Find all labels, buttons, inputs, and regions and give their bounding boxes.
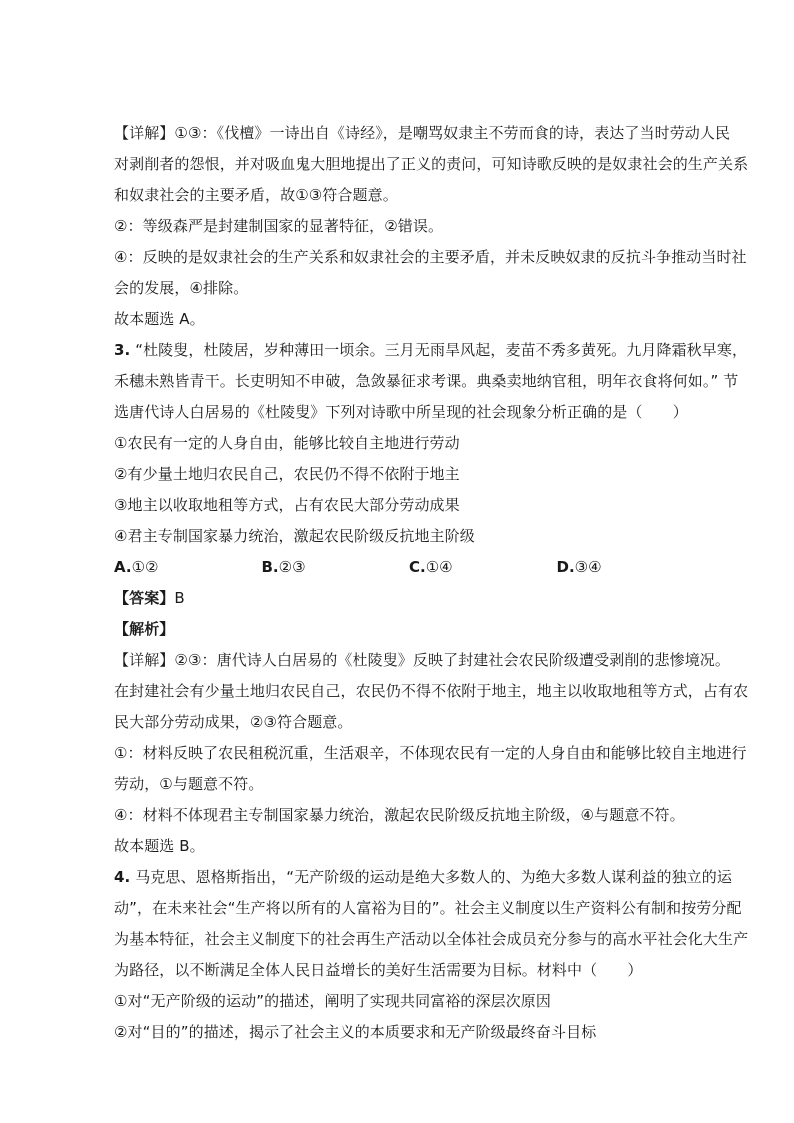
explanation-line: ④：反映的是奴隶社会的生产关系和奴隶社会的主要矛盾，并未反映奴隶的反抗斗争推动当时社: [114, 248, 747, 266]
explanation-line: ②：等级森严是封建制国家的显著特征，②错误。: [114, 217, 444, 235]
question-number: 3.: [114, 341, 131, 359]
question-3-choices: [114, 552, 704, 583]
question-3-stem-line: 禾穗未熟皆青干。长吏明知不申破，急敛暴征求考课。典桑卖地纳官租，明年衣食将何如。” 节: [114, 372, 739, 390]
question-3-statement: ④君主专制国家暴力统治，激起农民阶级反抗地主阶级: [114, 527, 475, 545]
explanation-line: 【详解】①③：《伐檀》一诗出自《诗经》，是嘲骂奴隶主不劳而食的诗，表达了当时劳动人民: [114, 124, 731, 142]
question-3-stem-line: 3. “杜陵叟，杜陵居，岁种薄田一顷余。三月无雨旱风起，麦苗不秀多黄死。九月降霜秋早寒，: [114, 341, 748, 359]
question-number: 4.: [114, 868, 131, 886]
explanation-line: 在封建社会有少量土地归农民自己，农民仍不得不依附于地主，地主以收取地租等方式，占有农: [114, 682, 749, 700]
explanation-line: 【详解】②③：唐代诗人白居易的《杜陵叟》反映了封建社会农民阶级遭受剥削的悲惨境况。: [114, 651, 730, 669]
page-content: [114, 118, 749, 1048]
explanation-line: ①：材料反映了农民租税沉重，生活艰辛，不体现农民有一定的人身自由和能够比较自主地进行: [114, 744, 747, 762]
conclusion-line: 故本题选 B。: [114, 837, 205, 855]
choice-b: B.②③: [261, 558, 306, 576]
question-3-stem-line: 选唐代诗人白居易的《杜陵叟》下列对诗歌中所呈现的社会现象分析正确的是（ ）: [114, 403, 688, 421]
question-3-statement: ③地主以收取地租等方式，占有农民大部分劳动成果: [114, 496, 460, 514]
explanation-line: 和奴隶社会的主要矛盾，故①③符合题意。: [114, 186, 398, 204]
question-4-stem-line: 为路径，以不断满足全体人民日益增长的美好生活需要为目标。材料中（ ）: [114, 961, 643, 979]
choice-d: D.③④: [556, 558, 602, 576]
explanation-line: 民大部分劳动成果，②③符合题意。: [114, 713, 353, 731]
question-4-statement: ①对“无产阶级的运动”的描述，阐明了实现共同富裕的深层次原因: [114, 992, 551, 1010]
explanation-line: 劳动，①与题意不符。: [114, 775, 264, 793]
answer-line: 【答案】B: [114, 589, 185, 607]
choice-c: C.①④: [409, 558, 453, 576]
question-4-stem-line: 动”，在未来社会“生产将以所有的人富裕为目的”。社会主义制度以生产资料公有制和按劳分配: [114, 899, 742, 917]
explanation-line: ④：材料不体现君主专制国家暴力统治，激起农民阶级反抗地主阶级，④与题意不符。: [114, 806, 685, 824]
analysis-heading: 【解析】: [114, 620, 175, 638]
choice-a: A.①②: [114, 558, 159, 576]
question-3-statement: ①农民有一定的人身自由，能够比较自主地进行劳动: [114, 434, 460, 452]
conclusion-line: 故本题选 A。: [114, 310, 205, 328]
explanation-line: 对剥削者的怨恨，并对吸血鬼大胆地提出了正义的责问，可知诗歌反映的是奴隶社会的生产关系: [114, 155, 749, 173]
question-3-statement: ②有少量土地归农民自己，农民仍不得不依附于地主: [114, 465, 460, 483]
question-4-stem-line: 为基本特征，社会主义制度下的社会再生产活动以全体社会成员充分参与的高水平社会化大生产: [114, 930, 749, 948]
question-4-statement: ②对“目的”的描述，揭示了社会主义的本质要求和无产阶级最终奋斗目标: [114, 1023, 597, 1041]
question-4-stem-line: 4. 马克思、恩格斯指出，“无产阶级的运动是绝大多数人的、为绝大多数人谋利益的独立的运: [114, 868, 732, 886]
explanation-line: 会的发展，④排除。: [114, 279, 249, 297]
